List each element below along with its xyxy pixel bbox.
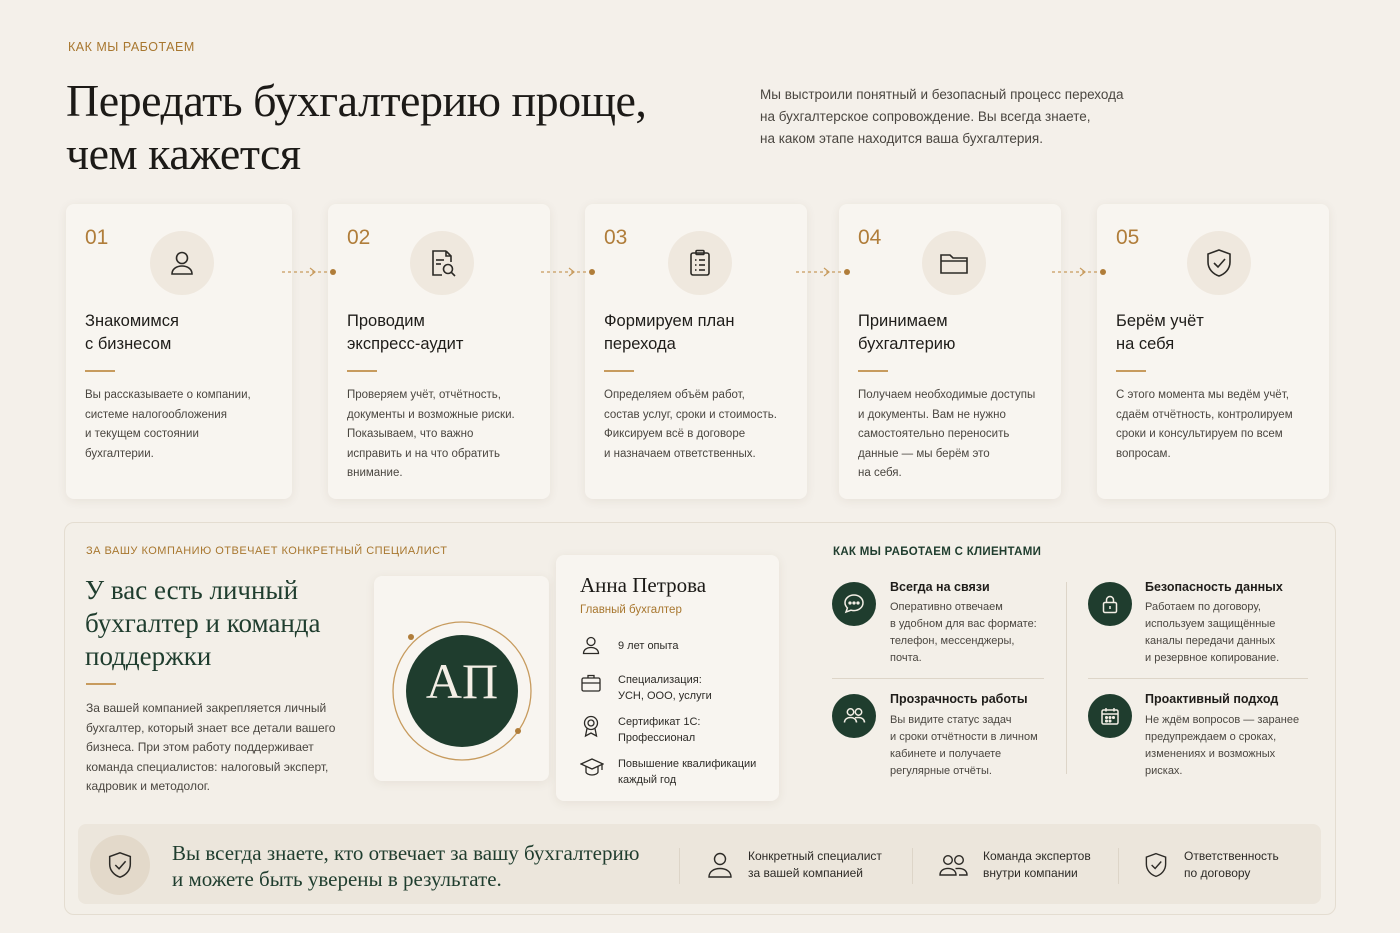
shield-check-icon [90,835,150,895]
briefcase-icon [580,672,602,694]
step-title [85,310,285,356]
folder-icon [922,231,986,295]
step-card-2 [328,204,550,499]
specialist-text [86,699,335,797]
fact-text [618,634,768,654]
step-card-5 [1097,204,1329,499]
desc-line: самостоятельно переносить [858,428,1010,440]
desc-line: Вы рассказываете о компании, [85,389,251,401]
divider [347,370,377,372]
page-eyebrow: КАК МЫ РАБОТАЕМ [68,40,195,54]
desc-line: внимание. [347,467,403,479]
bottom-feature [1142,848,1279,882]
step-title-line: экспресс-аудит [347,335,464,353]
fact-row [580,714,768,746]
certificate-icon [580,714,602,738]
feature-description [1145,599,1315,667]
step-title [1116,310,1316,356]
desc-line: сдаём отчётность, контролируем [1116,408,1293,421]
step-arrow [280,266,340,278]
fact-line: Повышение квалификации [618,758,757,770]
step-title-line: Принимаем [858,312,948,330]
text-line: Конкретный специалист [748,849,882,863]
bottom-feature [706,848,882,882]
desc-line: системе налогообложения [85,408,227,421]
chat-icon [832,582,876,626]
divider [1066,582,1067,774]
divider [1116,370,1146,372]
divider [858,370,888,372]
divider [679,848,680,884]
feature-description [1145,712,1315,780]
desc-line: Получаем необходимые доступы [858,389,1036,401]
text-line: внутри компании [983,866,1078,880]
desc-line: и резервное копирование. [1145,652,1280,664]
desc-line: и текущем состоянии [85,428,199,440]
fact-line: каждый год [618,774,677,786]
text-line: кадровик и методолог. [86,779,211,793]
desc-line: состав услуг, сроки и стоимость. [604,408,777,421]
desc-line: изменениях и возможных [1145,748,1276,760]
feature-description [890,712,1060,780]
text-line: Ответственность [1184,849,1279,863]
feature-description [890,599,1060,667]
specialist-heading [85,574,321,673]
desc-line: Фиксируем всё в договоре [604,428,746,440]
desc-line: кабинете и получаете [890,748,1002,760]
step-title-line: перехода [604,335,676,353]
clients-eyebrow: КАК МЫ РАБОТАЕМ С КЛИЕНТАМИ [833,546,1042,558]
desc-line: и документы. Вам не нужно [858,408,1006,421]
heading-line: бухгалтер и команда [85,608,321,638]
user-icon [706,850,734,880]
step-arrow [539,266,599,278]
step-number: 02 [347,226,371,249]
desc-line: Работаем по договору, [1145,601,1261,613]
divider [1088,678,1308,679]
step-description [858,386,1063,484]
text-line: За вашей компанией закрепляется личный [86,701,327,715]
document-search-icon [410,231,474,295]
desc-line: С этого момента мы ведём учёт, [1116,389,1289,401]
feature-title: Безопасность данных [1145,580,1283,594]
fact-text [618,672,768,704]
desc-line: Определяем объём работ, [604,389,745,401]
divider [85,370,115,372]
text-line: команда специалистов: налоговый эксперт, [86,759,329,774]
avatar-card [374,576,549,781]
statement-line: и можете быть уверены в результате. [172,867,502,891]
fact-line: Специализация: [618,674,702,686]
step-number: 03 [604,226,628,249]
step-description [85,386,290,464]
step-title-line: Проводим [347,312,425,330]
step-title [604,310,804,356]
step-number: 01 [85,226,109,249]
fact-row [580,634,768,656]
team-icon [832,694,876,738]
page-title-line: чем кажется [66,128,301,179]
fact-line: Сертификат 1С: [618,716,701,728]
user-icon [580,634,602,656]
bottom-feature-text [1184,848,1279,882]
divider [604,370,634,372]
statement-line: Вы всегда знаете, кто отвечает за вашу бухгалтерию [172,841,640,865]
desc-line: Вы видите статус задач [890,714,1012,726]
divider [1118,848,1119,884]
text-line: за вашей компанией [748,866,863,880]
team-icon [937,851,969,879]
fact-row [580,672,768,704]
desc-line: используем защищённые [1145,618,1276,630]
desc-line: Показываем, что важно [347,428,474,440]
desc-line: исправить и на что обратить [347,447,500,460]
desc-line: Не ждём вопросов — заранее [1145,714,1300,726]
page-title [66,74,646,180]
desc-line: на себя. [858,467,902,479]
bottom-feature-text [983,848,1091,882]
fact-row [580,756,768,788]
intro-line: на бухгалтерское сопровождение. Вы всегда знаете, [760,109,1091,124]
bottom-feature [937,848,1091,882]
text-line: по договору [1184,866,1251,880]
step-description [1116,386,1321,464]
intro-text [760,84,1124,150]
text-line: Команда экспертов [983,849,1091,863]
desc-line: предупреждаем о сроках, [1145,731,1277,743]
user-icon [150,231,214,295]
page-title-line: Передать бухгалтерию проще, [66,75,647,126]
desc-line: бухгалтерии. [85,447,154,460]
step-arrow [1050,266,1110,278]
desc-line: регулярные отчёты. [890,765,992,777]
text-line: бизнеса. При этом работу поддерживает [86,740,314,754]
desc-line: Оперативно отвечаем [890,601,1003,613]
bottom-statement [172,840,639,892]
desc-line: Проверяем учёт, отчётность, [347,389,501,401]
avatar-initials: АП [425,653,499,709]
step-description [604,386,809,464]
step-title [347,310,547,356]
step-card-1 [66,204,292,499]
intro-line: на каком этапе находится ваша бухгалтерия. [760,131,1043,146]
step-title [858,310,1058,356]
text-line: бухгалтер, который знает все детали вашего [86,720,336,735]
specialist-name: Анна Петрова [580,573,707,597]
intro-line: Мы выстроили понятный и безопасный процесс перехода [760,87,1124,102]
step-title-line: с бизнесом [85,335,172,353]
step-number: 04 [858,226,882,249]
fact-line: 9 лет опыта [618,640,679,652]
desc-line: в удобном для вас формате: [890,618,1037,630]
divider [832,678,1044,679]
bottom-feature-text [748,848,882,882]
desc-line: каналы передачи данных [1145,635,1276,647]
desc-line: вопросам. [1116,447,1171,460]
specialist-role: Главный бухгалтер [580,604,682,616]
lock-icon [1088,582,1132,626]
divider [86,683,116,685]
graduation-cap-icon [580,756,604,778]
specialist-info-card [556,555,779,801]
step-card-3 [585,204,807,499]
step-number: 05 [1116,226,1140,249]
step-title-line: Формируем план [604,312,735,330]
specialist-eyebrow: ЗА ВАШУ КОМПАНИЮ ОТВЕЧАЕТ КОНКРЕТНЫЙ СПЕЦИАЛИСТ [86,545,448,557]
fact-line: УСН, ООО, услуги [618,690,712,702]
step-title-line: на себя [1116,335,1175,353]
shield-check-icon [1187,231,1251,295]
step-title-line: Знакомимся [85,312,179,330]
heading-line: У вас есть личный [85,575,299,605]
desc-line: и назначаем ответственных. [604,447,756,460]
desc-line: сроки и консультируем по всем [1116,428,1283,440]
fact-text [618,714,768,746]
desc-line: и сроки отчётности в личном [890,731,1038,743]
fact-text [618,756,768,788]
step-title-line: бухгалтерию [858,335,956,353]
step-arrow [794,266,854,278]
feature-title: Прозрачность работы [890,692,1028,706]
desc-line: данные — мы берём это [858,447,990,460]
desc-line: телефон, мессенджеры, [890,635,1015,647]
desc-line: рисках. [1145,765,1183,777]
step-card-4 [839,204,1061,499]
feature-title: Проактивный подход [1145,692,1279,706]
clipboard-list-icon [668,231,732,295]
calendar-icon [1088,694,1132,738]
step-description [347,386,552,484]
fact-line: Профессионал [618,732,696,744]
feature-title: Всегда на связи [890,580,990,594]
desc-line: документы и возможные риски. [347,408,515,421]
desc-line: почта. [890,652,922,664]
shield-check-icon [1142,850,1170,880]
heading-line: поддержки [85,641,212,671]
step-title-line: Берём учёт [1116,312,1204,330]
divider [912,848,913,884]
